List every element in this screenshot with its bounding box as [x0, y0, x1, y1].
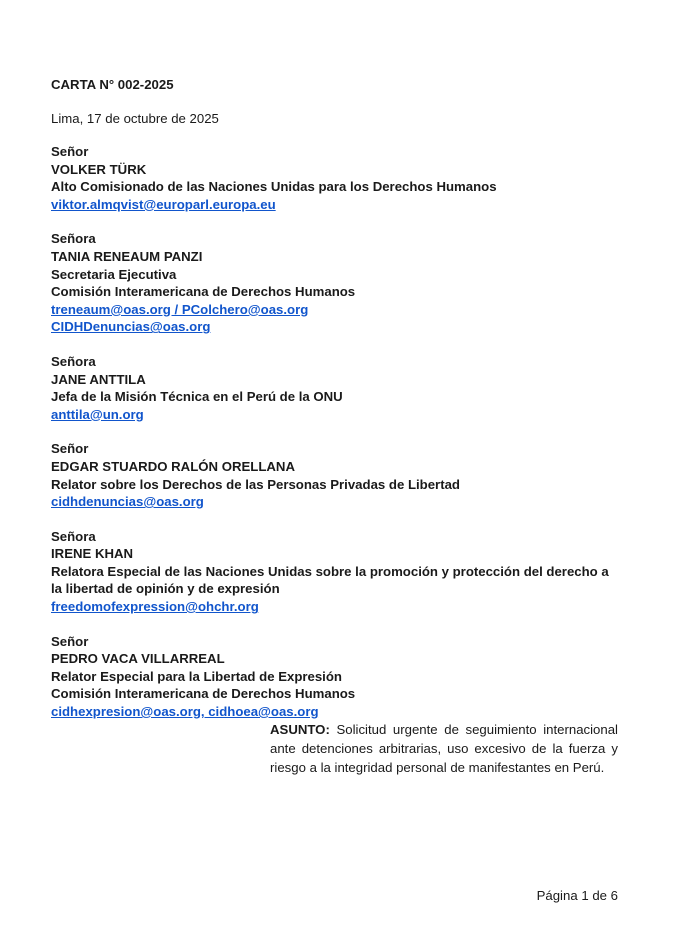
- recipient-salutation: Señor: [51, 441, 89, 457]
- recipient-salutation: Señora: [51, 231, 96, 247]
- recipient-emails: [51, 703, 631, 721]
- recipient-role: Relator Especial para la Libertad de Expresión: [51, 668, 342, 684]
- recipient-block: [51, 528, 631, 616]
- recipient-block: [51, 440, 631, 510]
- recipient-name: VOLKER TÜRK: [51, 161, 147, 177]
- recipient-name: JANE ANTTILA: [51, 371, 146, 387]
- recipient-emails: [51, 493, 631, 511]
- email-link[interactable]: cidhdenuncias@oas.org: [51, 494, 204, 510]
- recipients-list: [51, 143, 631, 721]
- recipient-role: Comisión Interamericana de Derechos Humanos: [51, 686, 356, 702]
- letter-title: CARTA N° 002-2025: [51, 77, 174, 92]
- recipient-salutation: Señor: [51, 633, 89, 649]
- recipient-emails: [51, 318, 631, 336]
- recipient-block: [51, 230, 631, 336]
- subject-block: [270, 720, 618, 777]
- recipient-role: Secretaria Ejecutiva: [51, 266, 177, 282]
- letter-date: Lima, 17 de octubre de 2025: [51, 111, 219, 126]
- recipient-block: [51, 633, 631, 721]
- recipient-role: Alto Comisionado de las Naciones Unidas para los Derechos Humanos: [51, 179, 497, 195]
- recipient-role: Relator sobre los Derechos de las Personas Privadas de Libertad: [51, 476, 460, 492]
- email-link[interactable]: cidhexpresion@oas.org, cidhoea@oas.org: [51, 704, 319, 720]
- recipient-salutation: Señora: [51, 528, 96, 544]
- email-link[interactable]: anttila@un.org: [51, 406, 144, 422]
- recipient-salutation: Señor: [51, 144, 89, 159]
- recipient-salutation: Señora: [51, 353, 96, 369]
- email-link[interactable]: treneaum@oas.org / PColchero@oas.org: [51, 301, 309, 317]
- recipient-name: TANIA RENEAUM PANZI: [51, 248, 203, 264]
- recipient-role: la libertad de opinión y de expresión: [51, 581, 280, 597]
- recipient-emails: [51, 598, 631, 616]
- recipient-emails: [51, 406, 631, 424]
- recipient-name: EDGAR STUARDO RALÓN ORELLANA: [51, 458, 295, 474]
- email-link[interactable]: viktor.almqvist@europarl.europa.eu: [51, 196, 276, 212]
- email-link[interactable]: CIDHDenuncias@oas.org: [51, 319, 211, 335]
- subject-text: Solicitud urgente de seguimiento internacional ante detenciones arbitrarias, uso excesivo de la fuerza y riesgo a la integridad personal de manifestantes en Perú.: [270, 722, 618, 775]
- email-link[interactable]: freedomofexpression@ohchr.org: [51, 599, 259, 615]
- subject-label: ASUNTO:: [270, 722, 330, 737]
- recipient-emails: [51, 196, 631, 214]
- letter-body: [51, 76, 631, 738]
- recipient-role: Relatora Especial de las Naciones Unidas sobre la promoción y protección del derecho a: [51, 563, 609, 579]
- recipient-role: Jefa de la Misión Técnica en el Perú de la ONU: [51, 389, 343, 405]
- recipient-role: Comisión Interamericana de Derechos Humanos: [51, 284, 356, 300]
- recipient-name: IRENE KHAN: [51, 546, 134, 562]
- recipient-emails: [51, 301, 631, 319]
- recipient-block: [51, 143, 631, 213]
- recipient-name: PEDRO VACA VILLARREAL: [51, 651, 225, 667]
- recipient-block: [51, 353, 631, 423]
- page-number: Página 1 de 6: [536, 888, 618, 903]
